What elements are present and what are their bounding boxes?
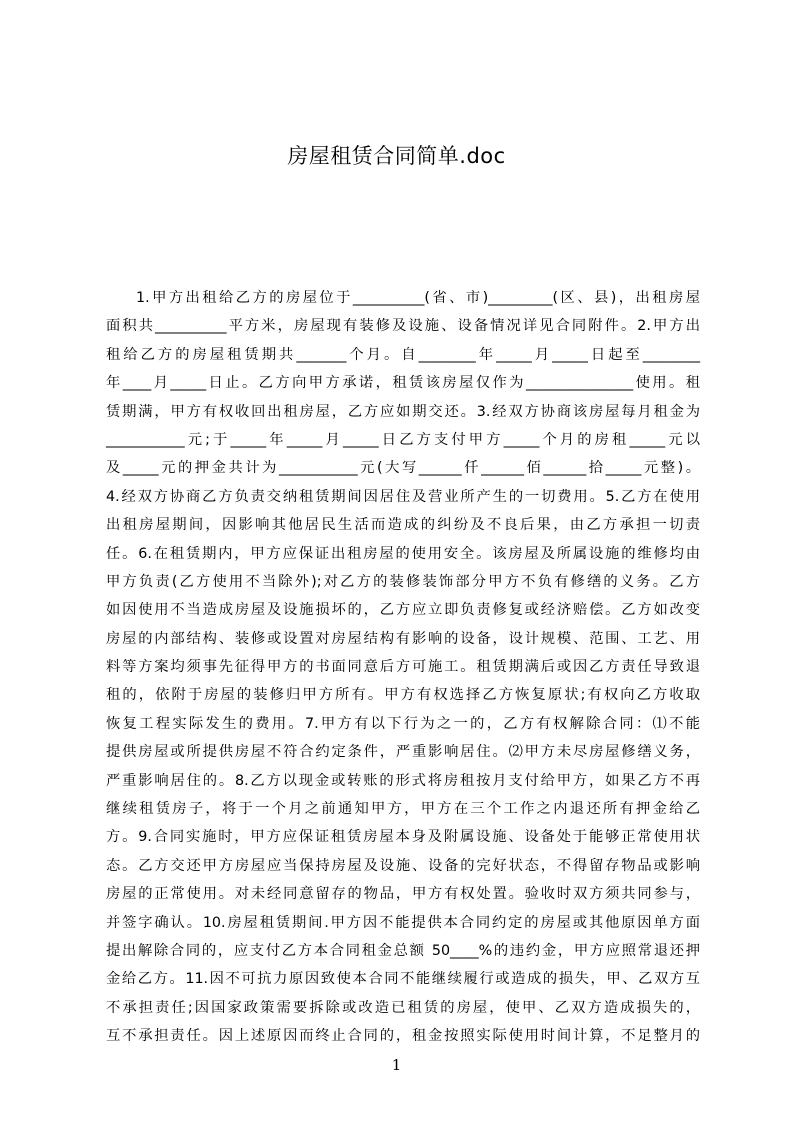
body-line: 恢复工程实际发生的费用。7.甲方有以下行为之一的，乙方有权解除合同：⑴不能	[106, 715, 700, 732]
body-line: 态。乙方交还甲方房屋应当保持房屋及设施、设备的完好状态，不得留存物品或影响	[106, 857, 700, 874]
body-line: 金给乙方。11.因不可抗力原因致使本合同不能继续履行或造成的损失，甲、乙双方互	[106, 971, 700, 988]
body-line: 赁期满，甲方有权收回出租房屋，乙方应如期交还。3.经双方协商该房屋每月租金为	[106, 403, 700, 420]
body-line: 互不承担责任。因上述原因而终止合同的，租金按照实际使用时间计算，不足整月的	[106, 1028, 700, 1045]
body-line: 料等方案均须事先征得甲方的书面同意后方可施工。租赁期满后或因乙方责任导致退	[106, 659, 700, 676]
body-line: 面积共__________平方米，房屋现有装修及设施、设备情况详见合同附件。2.甲方出	[106, 318, 700, 335]
body-line: 提出解除合同的，应支付乙方本合同租金总额 50____%的违约金，甲方应照常退还押	[106, 942, 700, 959]
body-line: 年____月_____日止。乙方向甲方承诺，租赁该房屋仅作为_______________使用。租	[106, 375, 700, 392]
body-line: 租给乙方的房屋租赁期共_______个月。自________年_____月_____日起至________	[106, 346, 700, 363]
body-line: 甲方负责(乙方使用不当除外);对乙方的装修装饰部分甲方不负有修缮的义务。乙方	[106, 573, 700, 590]
body-line: 方。9.合同实施时，甲方应保证租赁房屋本身及附属设施、设备处于能够正常使用状	[106, 829, 700, 846]
body-line: 继续租赁房子，将于一个月之前通知甲方，甲方在三个工作之内退还所有押金给乙	[106, 801, 700, 818]
document-body	[106, 284, 700, 1045]
body-line: 如因使用不当造成房屋及设施损坏的，乙方应立即负责修复或经济赔偿。乙方如改变	[106, 602, 700, 619]
body-line: 并签字确认。10.房屋租赁期间.甲方因不能提供本合同约定的房屋或其他原因单方面	[106, 914, 700, 931]
body-line: 租的，依附于房屋的装修归甲方所有。甲方有权选择乙方恢复原状;有权向乙方收取	[106, 687, 700, 704]
document-title: 房屋租赁合同简单.doc	[287, 144, 506, 168]
body-line: 出租房屋期间，因影响其他居民生活而造成的纠纷及不良后果，由乙方承担一切责	[106, 517, 700, 534]
body-line: 1.甲方出租给乙方的房屋位于__________(省、市)_________(区、县)，出租房屋	[136, 290, 700, 306]
body-line: ___________元;于_____年_____月_____日乙方支付甲方_____个月的房租_____元以	[106, 431, 700, 448]
body-line: 任。6.在租赁期内，甲方应保证出租房屋的使用安全。该房屋及所属设施的维修均由	[106, 545, 700, 562]
body-line: 严重影响居住的。8.乙方以现金或转账的形式将房租按月支付给甲方，如果乙方不再	[106, 772, 700, 789]
page-number: 1	[391, 1056, 402, 1074]
body-line: 不承担责任;因国家政策需要拆除或改造已租赁的房屋，使甲、乙双方造成损失的，	[106, 999, 700, 1016]
body-line: 房屋的正常使用。对未经同意留存的物品，甲方有权处置。验收时双方须共同参与，	[106, 886, 700, 903]
body-line: 房屋的内部结构、装修或设置对房屋结构有影响的设备，设计规模、范围、工艺、用	[106, 630, 700, 647]
body-line: 及_____元的押金共计为___________元(大写______仟______佰______拾_____元整)。	[106, 460, 700, 477]
body-line: 4.经双方协商乙方负责交纳租赁期间因居住及营业所产生的一切费用。5.乙方在使用	[106, 488, 700, 505]
body-line: 提供房屋或所提供房屋不符合约定条件，严重影响居住。⑵甲方未尽房屋修缮义务，	[106, 744, 700, 761]
